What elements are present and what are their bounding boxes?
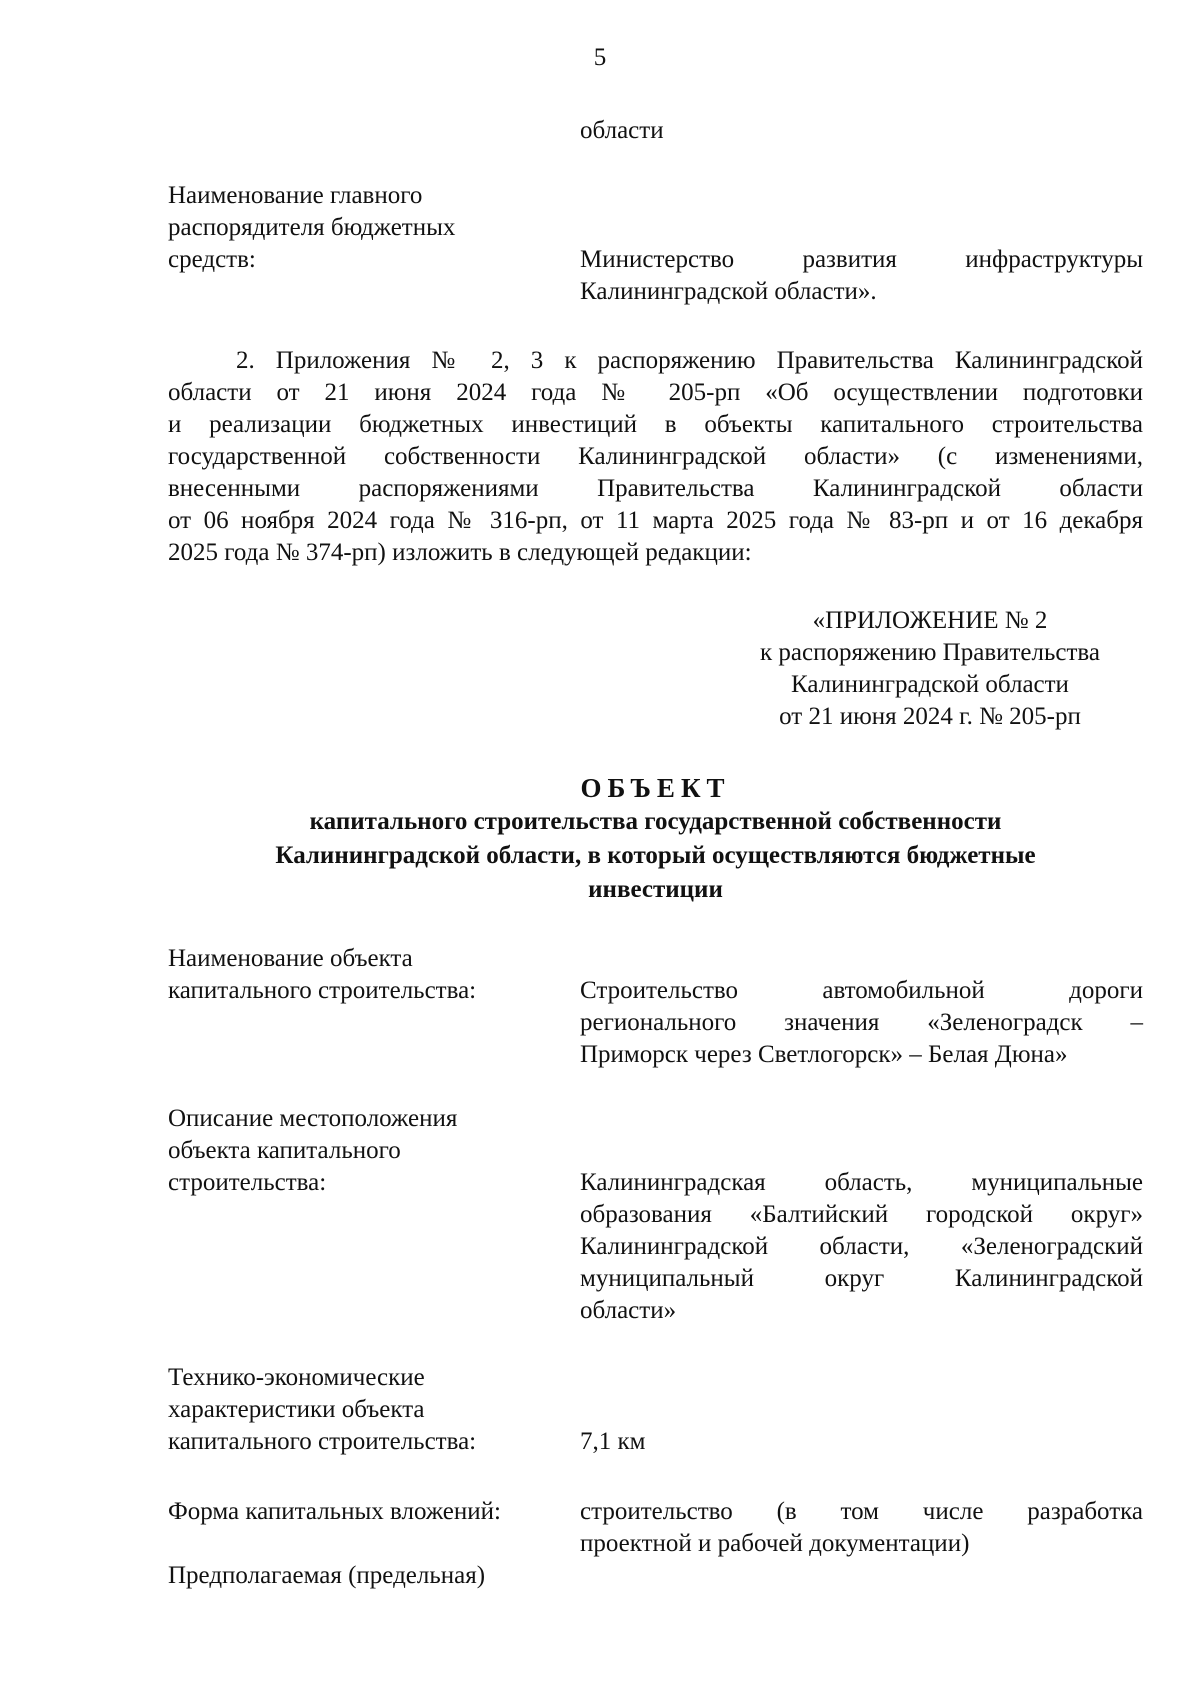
manager-label-line: Наименование главного — [168, 182, 423, 209]
label-line: Описание местоположения — [168, 1105, 458, 1132]
appendix-line: от 21 июня 2024 г. № 205-рп — [779, 703, 1081, 730]
label-line: Технико-экономические — [168, 1364, 425, 1391]
manager-label-line: средств: — [168, 246, 256, 273]
continuation-text: области — [580, 117, 664, 144]
appendix-line: «ПРИЛОЖЕНИЕ № 2 — [812, 607, 1048, 634]
document-title: ОБЪЕКТ — [580, 773, 731, 803]
label-line: характеристики объекта — [168, 1396, 425, 1423]
subtitle-line: инвестиции — [588, 876, 723, 903]
characteristics-label — [168, 1362, 548, 1458]
label-line: строительства: — [168, 1169, 327, 1196]
estimated-cost-label — [168, 1560, 485, 1592]
location-value — [580, 1167, 1143, 1327]
value-line: образования «Балтийский городской округ» — [580, 1201, 1143, 1228]
paragraph-line: 2. Приложения № 2, 3 к распоряжению Правительства Калининградской — [236, 347, 1143, 374]
value-line: муниципальный округ Калининградской — [580, 1265, 1143, 1292]
label-line: Наименование объекта — [168, 945, 413, 972]
paragraph-line: области от 21 июня 2024 года № 205-рп «Об осуществлении подготовки — [168, 379, 1143, 406]
value-line: проектной и рабочей документации) — [580, 1530, 970, 1557]
label-line: объекта капитального — [168, 1137, 401, 1164]
value-line: Приморск через Светлогорск» – Белая Дюна» — [580, 1041, 1068, 1068]
value-line: области» — [580, 1297, 677, 1324]
appendix-header — [680, 605, 1180, 733]
paragraph-line: и реализации бюджетных инвестиций в объекты капитального строительства — [168, 411, 1143, 438]
paragraph-line: государственной собственности Калининградской области» (с изменениями, — [168, 443, 1143, 470]
appendix-line: Калининградской области — [791, 671, 1069, 698]
paragraph-line: внесенными распоряжениями Правительства Калининградской области — [168, 475, 1143, 502]
label-line: капитального строительства: — [168, 1428, 477, 1455]
manager-value-line: Министерство развития инфраструктуры — [580, 246, 1143, 273]
value-line: Калининградская область, муниципальные — [580, 1169, 1143, 1196]
appendix-line: к распоряжению Правительства — [759, 639, 1100, 666]
paragraph-line: от 06 ноября 2024 года № 316-рп, от 11 марта 2025 года № 83-рп и от 16 декабря — [168, 507, 1143, 534]
document-subtitle — [168, 805, 1143, 907]
value-line: Калининградской области, «Зеленоградский — [580, 1233, 1143, 1260]
label-line: Форма капитальных вложений: — [168, 1498, 501, 1525]
characteristics-value: 7,1 км — [580, 1428, 646, 1455]
location-label — [168, 1103, 548, 1199]
manager-value-line: Калининградской области». — [580, 278, 877, 305]
value-line: строительство (в том числе разработка — [580, 1498, 1143, 1525]
manager-value — [580, 244, 1143, 308]
investment-form-value — [580, 1496, 1143, 1560]
value-line: регионального значения «Зеленоградск – — [580, 1009, 1143, 1036]
manager-label — [168, 180, 548, 276]
object-name-label — [168, 943, 548, 1007]
manager-label-line: распорядителя бюджетных — [168, 214, 456, 241]
investment-form-label — [168, 1496, 501, 1528]
page-number: 5 — [593, 44, 607, 71]
paragraph-2 — [168, 345, 1143, 569]
object-name-value — [580, 975, 1143, 1071]
value-line: Строительство автомобильной дороги — [580, 977, 1143, 1004]
label-line: капитального строительства: — [168, 977, 477, 1004]
subtitle-line: Калининградской области, в который осуществляются бюджетные — [275, 842, 1036, 869]
paragraph-line: 2025 года № 374-рп) изложить в следующей редакции: — [168, 539, 752, 566]
subtitle-line: капитального строительства государственной собственности — [309, 808, 1002, 835]
label-line: Предполагаемая (предельная) — [168, 1562, 486, 1589]
